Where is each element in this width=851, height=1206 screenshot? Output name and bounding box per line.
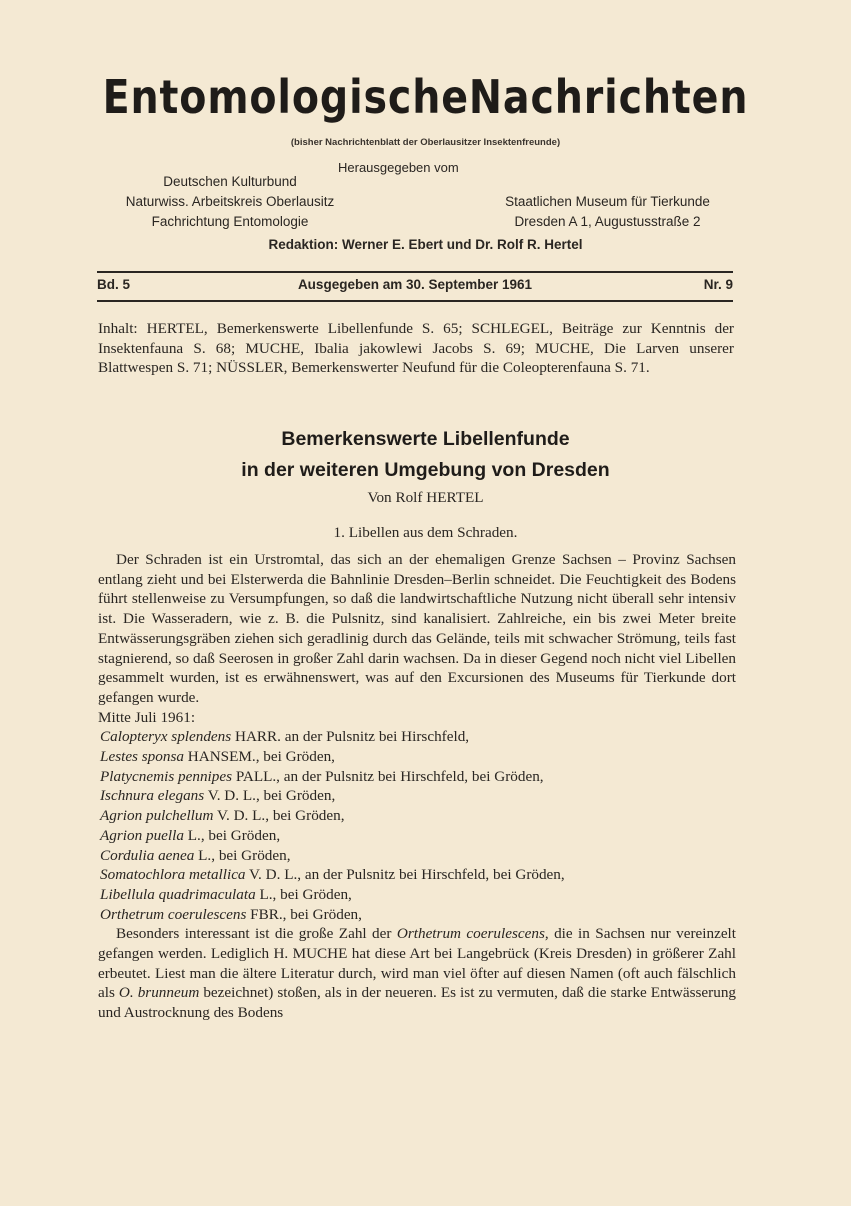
species-detail: L., bei Gröden, bbox=[255, 885, 352, 903]
species-name: Orthetrum coerulescens bbox=[396, 925, 545, 943]
article-title-line: in der weiteren Umgebung von Dresden bbox=[241, 459, 610, 481]
divider-top bbox=[97, 271, 733, 273]
species-item bbox=[100, 786, 736, 806]
species-name: Somatochlora metallica bbox=[100, 866, 246, 884]
issue-bar bbox=[97, 277, 733, 297]
paragraph bbox=[98, 924, 736, 1023]
table-of-contents: Inhalt: HERTEL, Bemerkenswerte Libellenfunde S. 65; SCHLEGEL, Beiträge zur Kenntnis der Insektenfauna S. 68; MUCHE, Ibalia jakowlewi Jacobs S. 69; MUCHE, Die Larven unserer Blattwespen S. 71; NÜSSLER, Bemerkenswerter Neufund für die Coleopterenfauna S. 71. bbox=[98, 320, 734, 376]
species-name: Orthetrum coerulescens bbox=[100, 905, 247, 923]
publisher-right-block bbox=[470, 192, 745, 232]
publisher-right-line: Staatlichen Museum für Tierkunde bbox=[505, 194, 710, 209]
divider-bottom bbox=[97, 300, 733, 302]
paragraph-text: , die in Sachsen nur vereinzelt gefangen werden. Lediglich H. MUCHE hat diese Art bei Langebrück (Kreis Dresden) in größerer Zahl erbeutet. Liest man die ältere Literatur durch, wird man viel öfter auf diesen Namen (oft auch fälschlich als bbox=[98, 925, 737, 1002]
issue-volume: Bd. 5 bbox=[97, 277, 131, 292]
article-body bbox=[98, 550, 736, 1023]
article-title bbox=[0, 424, 851, 486]
species-detail: V. D. L., an der Pulsnitz bei Hirschfeld, bei Gröden, bbox=[245, 866, 565, 884]
paragraph-text: bezeichnet) stoßen, als in der neueren. Es ist zu vermuten, daß die starke Entwässerung und Austrocknung des Bodens bbox=[98, 984, 737, 1022]
publisher-left-line: Naturwiss. Arbeitskreis Oberlausitz bbox=[125, 194, 335, 209]
species-name: Libellula quadrimaculata bbox=[100, 885, 256, 903]
species-item bbox=[100, 865, 736, 885]
species-detail: PALL., an der Pulsnitz bei Hirschfeld, bei Gröden, bbox=[232, 767, 544, 785]
species-detail: V. D. L., bei Gröden, bbox=[213, 807, 345, 825]
species-detail: FBR., bei Gröden, bbox=[246, 905, 362, 923]
species-name: Agrion pulchellum bbox=[100, 807, 214, 825]
species-item bbox=[100, 826, 736, 846]
published-by-label: Herausgegeben vom bbox=[338, 160, 459, 175]
journal-former-name: (bisher Nachrichtenblatt der Oberlausitzer Insektenfreunde) bbox=[290, 137, 561, 148]
publisher-left-line: Deutschen Kulturbund bbox=[163, 174, 297, 189]
species-item bbox=[100, 885, 736, 905]
species-detail: HARR. an der Pulsnitz bei Hirschfeld, bbox=[231, 728, 470, 746]
species-detail: HANSEM., bei Gröden, bbox=[183, 748, 335, 766]
species-detail: L., bei Gröden, bbox=[183, 826, 281, 844]
species-item bbox=[100, 767, 736, 787]
species-item bbox=[100, 905, 736, 925]
date-line: Mitte Juli 1961: bbox=[98, 708, 196, 726]
issue-date: Ausgegeben am 30. September 1961 bbox=[297, 277, 533, 292]
species-item bbox=[100, 806, 736, 826]
species-detail: V. D. L., bei Gröden, bbox=[204, 787, 336, 805]
publisher-left-block bbox=[85, 172, 375, 232]
paragraph: Der Schraden ist ein Urstromtal, das sich an der ehemaligen Grenze Sachsen – Provinz Sachsen entlang zieht und bei Elsterwerda die Bahnlinie Dresden–Berlin schneidet. Die Feuchtigkeit des Bodens führt stellenweise zu Versumpfungen, so daß die landwirtschaftliche Nutzung nicht überall sehr intensiv ist. Die Wasseradern, wie z. B. die Pulsnitz, sind kanalisiert. Zahlreiche, ein bis zwei Meter breite Entwässerungsgräben ziehen sich geradlinig durch das Gelände, teils mit schwacher Strömung, teils fast stagnierend, so daß Seerosen in großer Zahl darin wachsen. Da in dieser Gegend noch nicht viel Libellen gesammelt wurden, ist es erwähnenswert, was auf den Excursionen des Museums für Tierkunde dort gefangen wurde. bbox=[98, 551, 736, 706]
publisher-right-line: Dresden A 1, Augustusstraße 2 bbox=[514, 214, 701, 229]
species-name: Ischnura elegans bbox=[100, 787, 205, 805]
species-name: O. brunneum bbox=[118, 984, 200, 1002]
species-list bbox=[98, 727, 736, 924]
paragraph-text: Besonders interessant ist die große Zahl der bbox=[116, 925, 397, 943]
article-title-line: Bemerkenswerte Libellenfunde bbox=[281, 428, 570, 450]
species-name: Lestes sponsa bbox=[100, 748, 184, 766]
journal-title: EntomologischeNachrichten bbox=[102, 70, 749, 124]
species-detail: L., bei Gröden, bbox=[194, 846, 291, 864]
species-item bbox=[100, 727, 736, 747]
section-heading: 1. Libellen aus dem Schraden. bbox=[333, 524, 518, 541]
species-name: Cordulia aenea bbox=[100, 846, 195, 864]
species-name: Platycnemis pennipes bbox=[100, 767, 233, 785]
species-name: Calopteryx splendens bbox=[100, 728, 232, 746]
issue-number: Nr. 9 bbox=[703, 277, 733, 292]
species-item bbox=[100, 846, 736, 866]
species-item bbox=[100, 747, 736, 767]
species-name: Agrion puella bbox=[100, 826, 184, 844]
article-author: Von Rolf HERTEL bbox=[367, 489, 484, 506]
publisher-left-line: Fachrichtung Entomologie bbox=[151, 214, 309, 229]
editors-line: Redaktion: Werner E. Ebert und Dr. Rolf R. Hertel bbox=[268, 237, 583, 252]
